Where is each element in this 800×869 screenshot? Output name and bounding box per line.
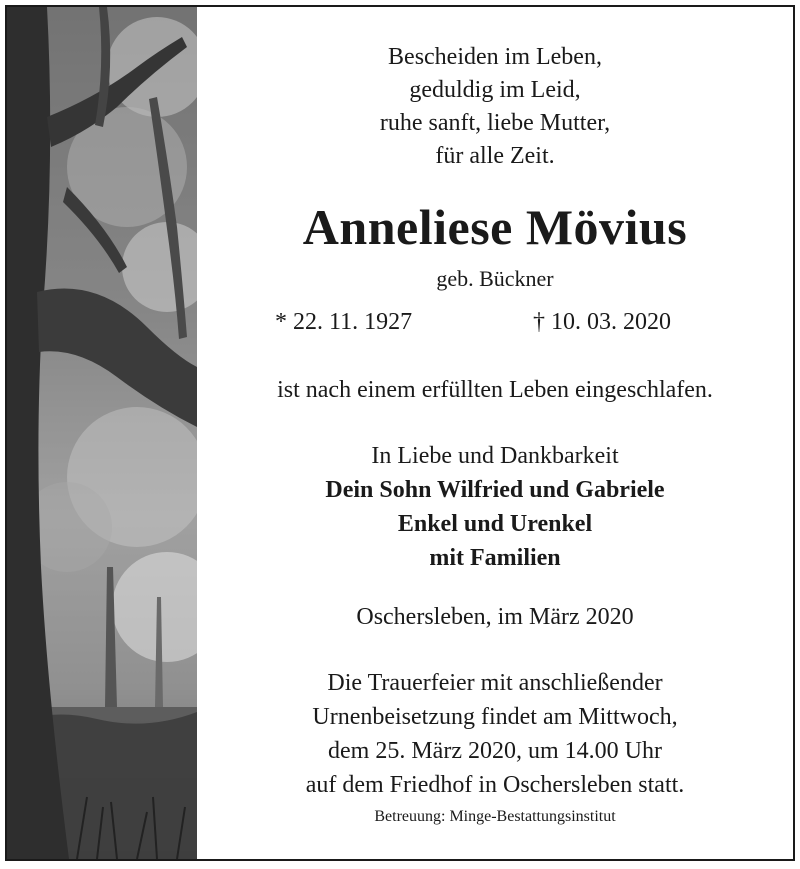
place-date: Oschersleben, im März 2020 — [356, 604, 634, 630]
service-line: Urnenbeisetzung findet am Mittwoch, — [312, 704, 678, 730]
service-line: Die Trauerfeier mit anschließender — [327, 670, 663, 696]
mourners-block — [197, 439, 793, 575]
deceased-name: Anneliese Mövius — [302, 199, 688, 255]
verse-line: für alle Zeit. — [435, 143, 555, 169]
mourner-line: Enkel und Urenkel — [397, 511, 593, 537]
mourner-line: Dein Sohn Wilfried und Gabriele — [325, 477, 665, 503]
mourner-line: mit Familien — [429, 545, 561, 571]
birth-name: geb. Bückner — [436, 266, 554, 291]
verse-line: ruhe sanft, liebe Mutter, — [379, 110, 611, 136]
funeral-home-credit: Betreuung: Minge-Bestattungsinstitut — [374, 808, 616, 825]
verse — [197, 41, 793, 173]
birth-date: * 22. 11. 1927 — [275, 309, 413, 335]
verse-line: geduldig im Leid, — [409, 77, 581, 103]
death-date: † 10. 03. 2020 — [533, 309, 671, 335]
tree-illustration — [7, 7, 197, 859]
verse-line: Bescheiden im Leben, — [388, 44, 602, 70]
obituary-frame — [5, 5, 795, 861]
mourners-intro: In Liebe und Dankbarkeit — [371, 443, 619, 469]
obituary-text — [197, 7, 793, 859]
service-line: auf dem Friedhof in Oschersleben statt. — [305, 772, 685, 798]
service-info — [197, 666, 793, 802]
service-line: dem 25. März 2020, um 14.00 Uhr — [328, 738, 662, 764]
tree-photo-icon — [7, 7, 197, 859]
announcement-sentence: ist nach einem erfüllten Leben eingeschlafen. — [277, 377, 713, 403]
life-dates — [197, 305, 793, 339]
